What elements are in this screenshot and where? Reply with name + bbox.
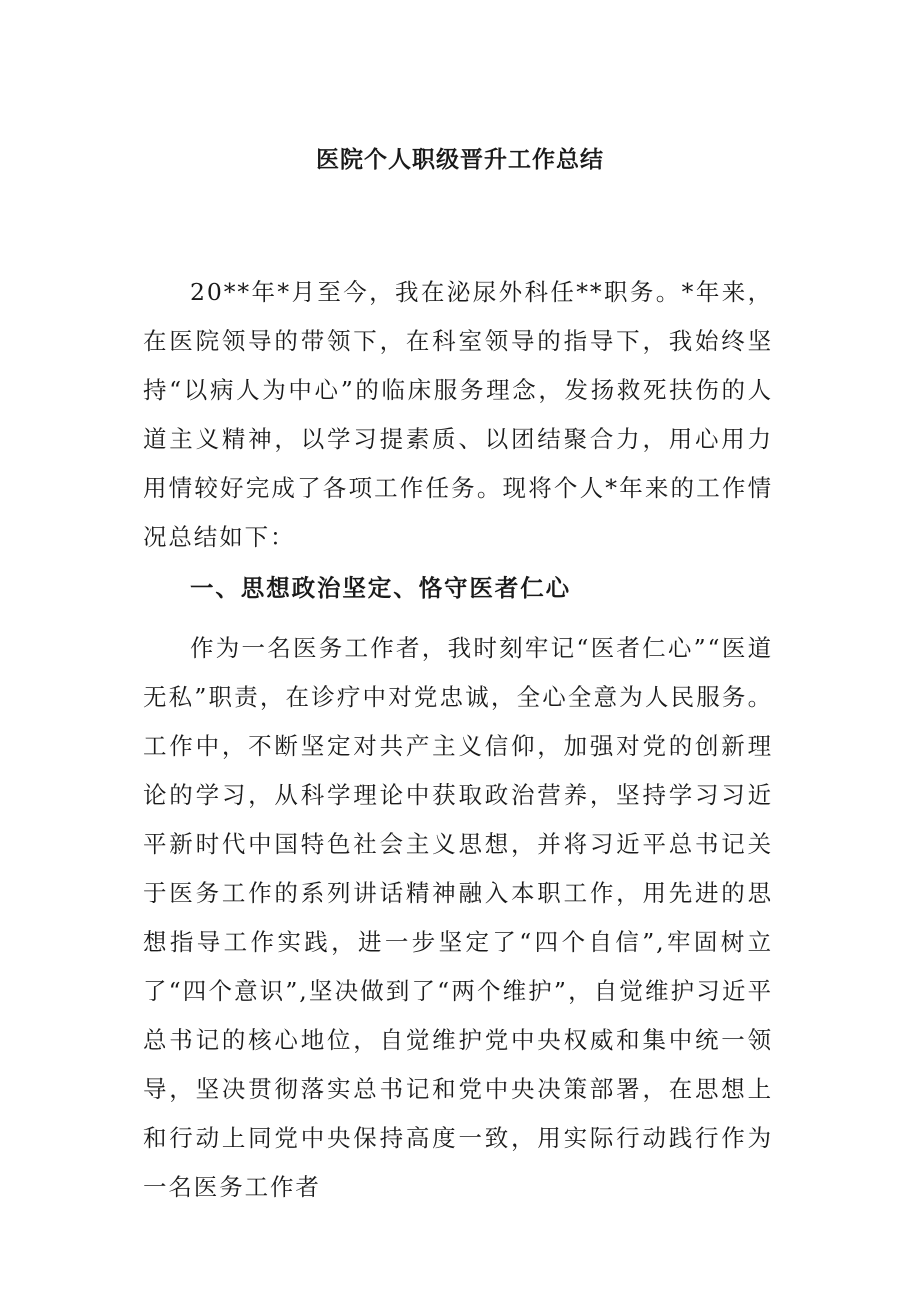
intro-paragraph: 20**年*月至今，我在泌尿外科任**职务。*年来，在医院领导的带领下，在科室领导的指导下，我始终坚持“以病人为中心”的临床服务理念，发扬救死扶伤的人道主义精神，以学习提素质、以团结聚合力，用心用力用情较好完成了各项工作任务。现将个人*年来的工作情况总结如下：: [143, 278, 773, 551]
section-heading-1: 一、思想政治坚定、恪守医者仁心: [190, 574, 571, 602]
document-title: 医院个人职级晋升工作总结: [316, 146, 604, 173]
section-paragraph-1: 作为一名医务工作者，我时刻牢记“医者仁心”“医道无私”职责，在诊疗中对党忠诚，全心全意为人民服务。工作中，不断坚定对共产主义信仰，加强对党的创新理论的学习，从科学理论中获取政治营养，坚持学习习近平新时代中国特色社会主义思想，并将习近平总书记关于医务工作的系列讲话精神融入本职工作，用先进的思想指导工作实践，进一步坚定了“四个自信”,牢固树立了“四个意识”,坚决做到了“两个维护”，自觉维护习近平总书记的核心地位，自觉维护党中央权威和集中统一领导，坚决贯彻落实总书记和党中央决策部署，在思想上和行动上同党中央保持高度一致，用实际行动践行作为一名医务工作者: [143, 634, 773, 1201]
